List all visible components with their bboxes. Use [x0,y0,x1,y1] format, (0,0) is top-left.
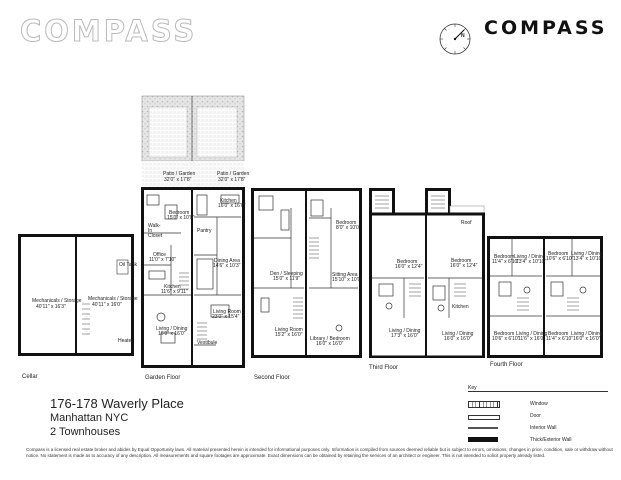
room-living-4d: Living / Dining [571,331,603,337]
room-living-4b: Living / Dining [516,331,548,337]
room-office-dim: 11'0" x 7'10" [149,257,177,263]
compass-rose-icon [437,21,473,57]
room-bedroom-2: Bedroom [336,220,357,226]
listing-city: Manhattan NYC [50,412,129,424]
room-mech2-dim: 40'11" x 16'0" [92,302,122,308]
room-living-4b-dim: 11'6" x 16'0" [518,336,546,342]
key-divider [468,391,608,392]
key-window-swatch [468,401,500,408]
key-interior-wall-swatch [468,427,498,429]
room-living-room-g: Living Room [213,309,241,315]
room-sitting-dim: 15'10" x 10'0" [332,277,363,283]
room-kitchen-g: Kitchen [164,284,181,290]
room-den-dim: 15'0" x 11'9" [273,276,301,282]
room-bedroom-3b-dim: 16'0" x 12'4" [450,263,478,269]
room-bed-4b-dim: 10'6" x 6'10" [492,336,520,342]
listing-type: 2 Townhouses [50,426,121,438]
room-bed-4b: Bedroom [494,331,515,337]
room-bed-4c-dim: 10'6" x 6'10" [546,256,574,262]
room-patio1: Patio / Garden [163,171,196,177]
room-patio2-dim: 32'0" x 17'8" [218,177,246,183]
room-mech1-dim: 40'11" x 16'3" [36,304,66,310]
room-living-4d-dim: 16'0" x 16'0" [573,336,601,342]
room-den: Den / Sleeping [270,271,303,277]
north-marker: N [461,33,465,39]
room-living-g-dim: 16'0" x 16'0" [158,331,186,337]
room-living-room-2: Living Room [275,327,303,333]
room-bedroom-g: Bedroom [169,210,190,216]
room-walkin: Walk-In Closet [148,223,163,239]
room-roof: Roof [461,220,472,226]
room-living-3b-dim: 16'0" x 16'0" [444,336,472,342]
room-bedroom-3a-dim: 16'0" x 12'4" [395,264,423,270]
room-bed-4d: Bedroom [548,331,569,337]
floor-label-third: Third Floor [369,365,399,371]
key-exterior-wall-label: Thick/Exterior Wall [530,437,572,443]
room-living-3b: Living / Dining [442,331,474,337]
room-living-room-g-dim: 23'0" x 15'4" [212,314,240,320]
room-living-4a: Living / Dining [514,254,546,260]
room-bed-4d-dim: 11'4" x 6'10" [546,336,574,342]
room-kitchen-g2: Kitchen [220,198,237,204]
room-kitchen-3: Kitchen [452,304,469,310]
room-living-g: Living / Dining [156,326,188,332]
floor-label-fourth: Fourth Floor [490,362,523,368]
key-door-label: Door [530,413,541,419]
room-kitchen-g2-dim: 16'0" x 16'0" [218,203,246,209]
room-heater: Heater [118,338,134,344]
room-library-dim: 16'0" x 16'0" [316,341,344,347]
room-library: Library / Bedroom [310,336,350,342]
room-bedroom-3b: Bedroom [451,258,472,264]
room-bed-4c: Bedroom [548,251,569,257]
key-interior-wall-label: Interior Wall [530,425,557,431]
room-sitting: Sitting Area [332,272,358,278]
room-bedroom-g-dim: 15'0" x 10'0" [167,215,195,221]
room-living-4a-dim: 13'4" x 10'10" [516,259,547,265]
room-dining-g: Dining Area [214,258,240,264]
room-living-room-2-dim: 15'2" x 16'0" [275,332,303,338]
room-mech1: Mechanicals / Storage [32,298,82,304]
room-living-3a-dim: 17'3" x 16'0" [391,333,419,339]
room-bed-4a: Bedroom [494,254,515,260]
compass-watermark: COMPASS [20,14,198,48]
room-vestibule: Vestibule [197,340,218,346]
key-exterior-wall-swatch [468,437,498,442]
disclaimer: Compass is a licensed real estate broker and abides by Equal Opportunity laws. All material presented herein is intended for informational purposes only. Information is compiled from sources deemed reliable but is subject to errors, omissions, changes in price, condition, sale or withdraw without notice. No statement is made as to accuracy of any description. All measurements and square footages are approximate. Exact dimensions can be obtained by retaining the services of an architect or engineer. This is not intended to solicit property already listed. [26,447,613,458]
room-living-4c-dim: 13'4" x 10'10" [573,256,604,262]
key-door-swatch [468,415,500,420]
room-mech2: Mechanicals / Storage [88,296,138,302]
listing-address: 176-178 Waverly Place [50,396,184,411]
room-kitchen-g-dim: 11'6" x 9'11" [161,289,188,295]
room-bedroom-2-dim: 8'0" x 10'0" [336,225,361,231]
room-living-4c: Living / Dining [571,251,603,257]
floor-label-cellar: Cellar [22,374,38,380]
floor-label-second: Second Floor [254,375,290,381]
key-title: Key [468,385,477,391]
room-oil-tank: Oil Tank [119,262,137,268]
room-patio2: Patio / Garden [217,171,250,177]
room-dining-g-dim: 14'6" x 10'3" [213,263,241,269]
room-living-3a: Living / Dining [389,328,421,334]
room-bedroom-3a: Bedroom [397,259,418,265]
room-patio1-dim: 32'0" x 17'8" [164,177,192,183]
room-pantry: Pantry [197,228,212,234]
room-office: Office [153,252,166,258]
key-window-label: Window [530,401,548,407]
compass-logo: COMPASS [484,17,608,39]
room-bed-4a-dim: 11'4" x 6'10" [492,259,520,265]
floor-label-garden: Garden Floor [145,375,181,381]
